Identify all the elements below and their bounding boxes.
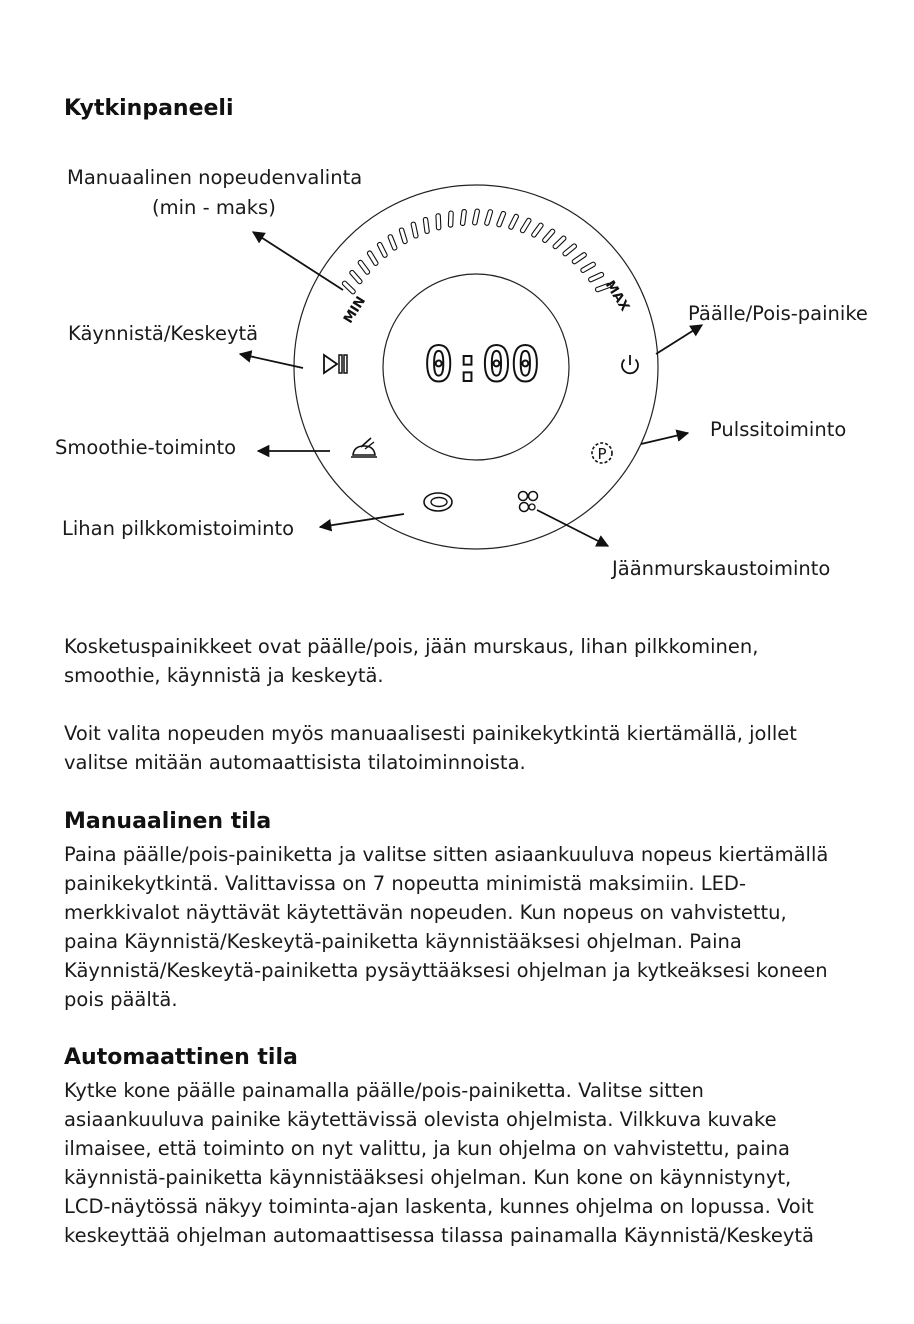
auto-mode-text [64,1076,864,1250]
arrow-meat [320,514,404,527]
speed-tick [562,243,577,257]
arrow-ice [537,510,608,546]
text-line: valitse mitään automaattisista tilatoiminnoista. [64,751,526,774]
speed-tick [357,260,370,275]
label-meat: Lihan pilkkomistoiminto [62,517,295,540]
text-line: Käynnistä/Keskeytä-painiketta pysäyttääksesi ohjelman ja kytkeäksesi koneen [64,959,828,982]
play-pause-icon[interactable] [324,355,347,373]
text-line: Paina päälle/pois-painiketta ja valitse sitten asiaankuuluva nopeus kiertämällä [64,843,829,866]
speed-tick [552,235,567,249]
text-line: Kytke kone päälle painamalla päälle/pois-painiketta. Valitse sitten [64,1079,704,1102]
label-pulse: Pulssitoiminto [710,418,847,441]
speed-tick [531,222,544,238]
arrow-manual-speed [253,232,343,290]
label-manual-speed: Manuaalinen nopeudenvalinta [67,166,363,189]
manual-mode-heading: Manuaalinen tila [64,809,272,834]
label-manual-speed-range: (min - maks) [152,196,276,219]
text-line: painikekytkintä. Valittavissa on 7 nopeutta minimistä maksimiin. LED- [64,872,746,895]
power-icon[interactable] [622,355,638,373]
dial-max-label: MAX [601,278,633,315]
pulse-icon[interactable] [592,443,612,463]
meat-icon[interactable] [424,493,452,511]
arrow-pulse [641,433,688,444]
intro-paragraph-1 [64,632,864,690]
text-line: ilmaisee, että toiminto on nyt valittu, ja kun ohjelma on vahvistettu, paina [64,1137,790,1160]
speed-tick [411,222,419,239]
manual-mode-text [64,840,864,1014]
text-line: asiaankuuluva painike käytettävissä olevista ohjelmista. Vilkkuva kuvake [64,1108,777,1131]
section-title: Kytkinpaneeli [64,96,234,121]
speed-tick [377,242,388,258]
text-line: käynnistä-painiketta käynnistääksesi ohjelman. Kun kone on käynnistynyt, [64,1166,792,1189]
dial-min-label: MIN [341,294,369,327]
label-power: Päälle/Pois-painike [688,302,868,325]
text-line: paina Käynnistä/Keskeytä-painiketta käynnistääksesi ohjelman. Paina [64,930,742,953]
auto-mode-heading: Automaattinen tila [64,1045,298,1070]
speed-tick [423,217,429,233]
text-line: Kosketuspainikkeet ovat päälle/pois, jään murskaus, lihan pilkkominen, [64,635,759,658]
speed-tick [349,270,363,285]
svg-text:P: P [597,445,607,463]
text-line: Voit valita nopeuden myös manuaalisesti painikekytkintä kiertämällä, jollet [64,722,797,745]
speed-scale-ticks [342,209,612,295]
speed-tick [460,209,466,225]
label-ice: Jäänmurskaustoiminto [612,557,831,580]
speed-tick [387,234,397,250]
lcd-time: 0:00 [424,337,540,393]
speed-tick [496,211,506,227]
label-start-pause: Käynnistä/Keskeytä [68,322,259,345]
intro-paragraph-2 [64,719,864,777]
speed-tick [484,209,493,226]
speed-tick [542,228,556,243]
speed-tick [588,272,604,283]
label-smoothie: Smoothie-toiminto [55,436,237,459]
speed-tick [520,218,532,234]
smoothie-icon[interactable] [351,438,377,457]
ice-icon[interactable] [519,492,538,512]
arrow-power [656,325,702,354]
speed-tick [342,280,357,294]
speed-tick [436,214,441,230]
speed-tick [472,209,480,226]
speed-tick [367,250,379,266]
text-line: smoothie, käynnistä ja keskeytä. [64,664,384,687]
speed-tick [580,261,596,273]
text-line: pois päältä. [64,988,178,1011]
text-line: LCD-näytössä näkyy toiminta-ajan laskenta, kunnes ohjelma on lopussa. Voit [64,1195,814,1218]
speed-tick [399,228,408,245]
text-line: merkkivalot näyttävät käytettävän nopeuden. Kun nopeus on vahvistettu, [64,901,787,924]
speed-tick [508,214,519,230]
speed-tick [448,211,453,227]
control-panel-diagram [0,0,914,600]
text-line: keskeyttää ohjelman automaattisessa tilassa painamalla Käynnistä/Keskeytä [64,1224,814,1247]
speed-tick [571,252,587,265]
